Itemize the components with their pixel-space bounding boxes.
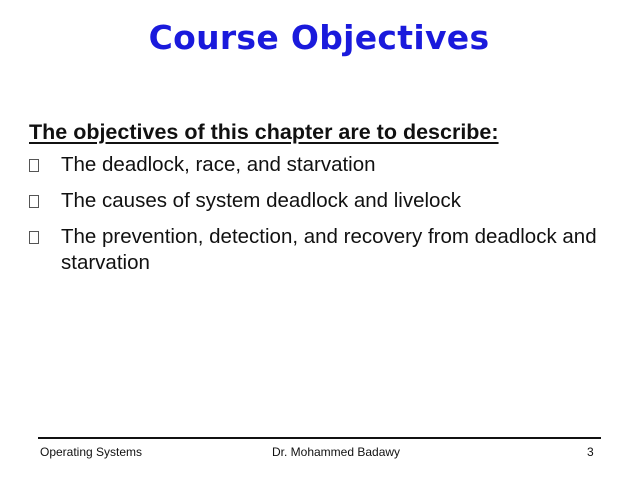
objective-text: The causes of system deadlock and livelock bbox=[61, 189, 461, 212]
objective-text: The deadlock, race, and starvation bbox=[61, 153, 376, 176]
footer-divider bbox=[38, 437, 601, 439]
square-bullet-icon bbox=[29, 195, 39, 208]
footer-page-number: 3 bbox=[587, 445, 594, 459]
slide-title: Course Objectives bbox=[148, 18, 490, 57]
footer-author: Dr. Mohammed Badawy bbox=[272, 445, 401, 459]
objective-item bbox=[29, 152, 604, 178]
objective-item bbox=[29, 188, 604, 214]
square-bullet-icon bbox=[29, 159, 39, 172]
footer-course-name: Operating Systems bbox=[40, 445, 143, 459]
objectives-list bbox=[29, 152, 604, 286]
objective-text: The prevention, detection, and recovery from deadlock and starvation bbox=[61, 225, 597, 274]
slide-subtitle: The objectives of this chapter are to describe: bbox=[29, 120, 499, 144]
square-bullet-icon bbox=[29, 231, 39, 244]
objective-item bbox=[29, 224, 604, 276]
